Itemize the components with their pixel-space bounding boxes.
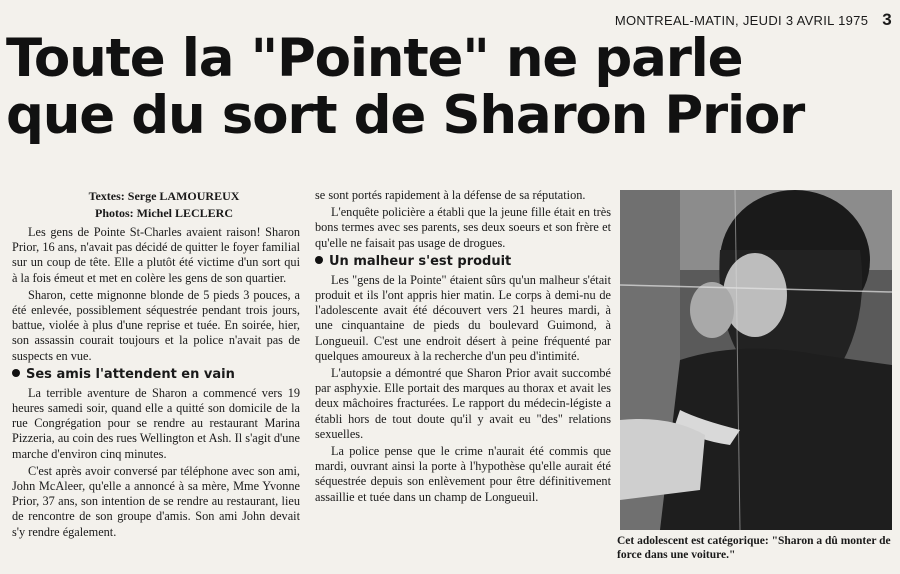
article-column-2 [315, 188, 611, 507]
article-column-1 [12, 225, 300, 542]
photo-caption: Cet adolescent est catégorique: "Sharon a dû monter de force dans une voiture." [617, 535, 891, 561]
headline-line-1: Toute la "Pointe" ne parle [6, 28, 743, 89]
article-paragraph: L'enquête policière a établi que la jeune fille était en très bons termes avec ses parents, ses deux soeurs et son frère et qu'elle ne faisait pas usage de drogues. [315, 205, 611, 250]
news-photo-image [620, 190, 892, 530]
article-paragraph: Les gens de Pointe St-Charles avaient raison! Sharon Prior, 16 ans, n'avait pas décidé de quitter le foyer familial sur un coup de tête. Elle a plutôt été victime d'un sort qui à la fois émeut et met en colère les gens de son quartier. [12, 225, 300, 285]
subheading [315, 253, 611, 271]
byline [30, 188, 298, 222]
byline-texts: Textes: Serge LAMOUREUX [88, 189, 240, 203]
article-paragraph: La police pense que le crime n'aurait été commis que mardi, ouvrant ainsi la porte à l'hypothèse qu'elle aurait été séquestrée depuis son enlèvement pour être définitivement assaillie et tuée dans un champ de Longueuil. [315, 444, 611, 504]
headline-line-2: que du sort de Sharon Prior [6, 85, 805, 146]
masthead [615, 10, 892, 30]
article-paragraph: Les "gens de la Pointe" étaient sûrs qu'un malheur s'était produit et ils l'ont appris hier matin. Le corps à demi-nu de l'adolescente avait été découvert vers 21 heures mardi, à une cinquantaine de pieds du boulevard Guimond, à Longueuil. C'est une endroit désert à peine fréquenté par quelques amoureux à la recherche d'un peu d'intimité. [315, 272, 611, 363]
bullet-icon [12, 369, 20, 377]
subheading [12, 366, 300, 384]
article-paragraph: L'autopsie a démontré que Sharon Prior avait succombé par asphyxie. Elle portait des marques au thorax et avait les deux mâchoires fracturées. Le rapport du médecin-légiste a établi hors de tout doute qu'il y avait eu "des" relations sexuelles. [315, 366, 611, 441]
article-paragraph: se sont portés rapidement à la défense de sa réputation. [315, 188, 586, 202]
page-number: 3 [882, 10, 892, 29]
article-paragraph: Sharon, cette mignonne blonde de 5 pieds 3 pouces, a été enlevée, possiblement séquestrée pendant trois jours, battue, violée à plus d'une reprise et tuée. En soirée, hier, son assassin courait toujours et la police n'avait pas de suspects en vue. [12, 287, 300, 363]
article-paragraph: C'est après avoir conversé par téléphone avec son ami, John McAleer, qu'elle a annoncé à sa mère, Mme Yvonne Prior, 37 ans, son intention de se rendre au restaurant, lieu de rencontre de son groupe d'amis. Son ami John devait s'y rendre également. [12, 463, 300, 539]
byline-photos: Photos: Michel LECLERC [95, 206, 233, 220]
article-paragraph: La terrible aventure de Sharon a commencé vers 19 heures samedi soir, quand elle a quitté son domicile de la rue Congrégation pour se rendre au restaurant Marina Pizzeria, au coin des rues Wellington et Ash. Il s'agit d'une marche d'environ cinq minutes. [12, 385, 300, 461]
masthead-date: MONTREAL-MATIN, JEUDI 3 AVRIL 1975 [614, 13, 869, 28]
subheading-text: Ses amis l'attendent en vain [26, 366, 235, 382]
bullet-icon [315, 256, 323, 264]
news-photo [620, 190, 892, 530]
headline [6, 30, 898, 144]
subheading-text: Un malheur s'est produit [329, 253, 512, 269]
